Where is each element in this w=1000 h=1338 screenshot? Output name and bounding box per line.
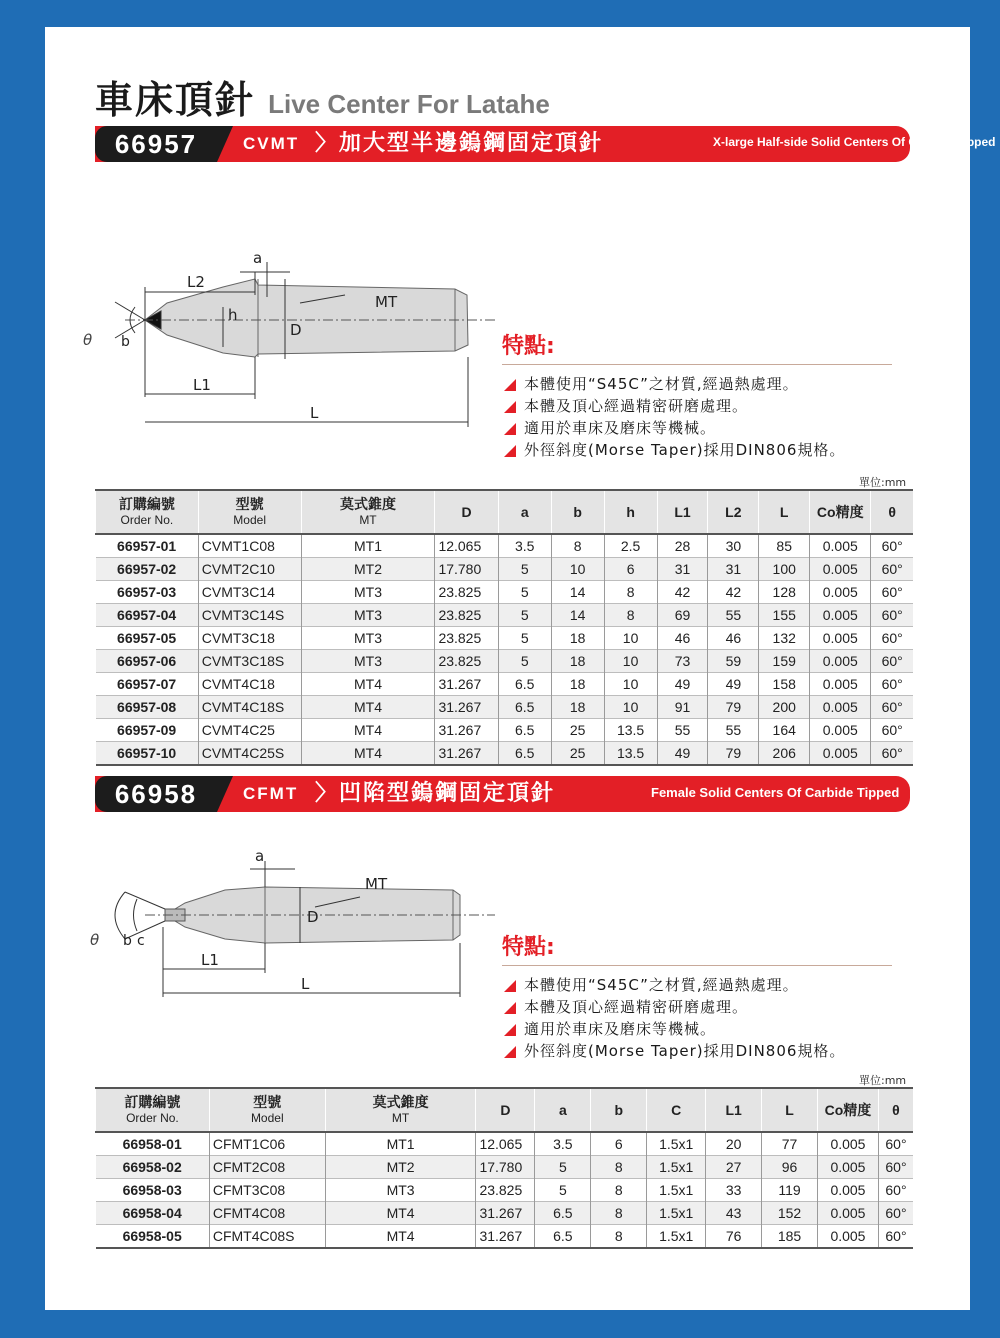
table-cell: 200	[759, 696, 810, 719]
col-a: a	[498, 490, 551, 534]
table-cell: 60°	[871, 696, 913, 719]
table-cell: 12.065	[435, 534, 498, 558]
table-cell: 31	[708, 558, 759, 581]
table-cell: 18	[551, 650, 604, 673]
table-cell: CVMT1C08	[198, 534, 301, 558]
col-D: D	[476, 1088, 535, 1132]
table-cell: 158	[759, 673, 810, 696]
section1-name-en: X-large Half-side Solid Centers Of Carbide Tipped	[713, 135, 996, 149]
table-cell: 69	[657, 604, 708, 627]
table-cell: 6.5	[498, 673, 551, 696]
table-cell: 5	[498, 650, 551, 673]
table-cell: 8	[591, 1202, 647, 1225]
dim-b: b	[123, 933, 132, 949]
table-cell: 60°	[878, 1225, 913, 1249]
table-cell: 31.267	[435, 742, 498, 766]
col-model: 型號 Model	[198, 490, 301, 534]
dim-D: D	[290, 321, 302, 339]
table-cell: 96	[762, 1156, 818, 1179]
table-cell: 17.780	[435, 558, 498, 581]
table-cell: 18	[551, 627, 604, 650]
table-cell: 66957-01	[117, 538, 177, 554]
table-row	[96, 558, 914, 581]
table-cell: 30	[708, 534, 759, 558]
features-divider	[502, 965, 892, 966]
table-cell: MT2	[325, 1156, 476, 1179]
col-L2: L2	[708, 490, 759, 534]
page-title	[95, 69, 550, 124]
table-cell: CVMT4C18S	[198, 696, 301, 719]
table-cell: 119	[762, 1179, 818, 1202]
section1-banner	[95, 126, 996, 162]
table-cell: 66957-08	[96, 696, 199, 719]
col-mt: 莫式錐度 MT	[301, 490, 435, 534]
table-cell: 79	[708, 696, 759, 719]
table-cell: 42	[708, 581, 759, 604]
feature-item: 適用於車床及磨床等機械。	[502, 1018, 892, 1040]
col-model: 型號 Model	[209, 1088, 325, 1132]
table-cell: 6	[604, 558, 657, 581]
table-cell: CVMT2C10	[198, 558, 301, 581]
table-cell: 66957-06	[96, 650, 199, 673]
table-cell: 0.005	[818, 1132, 879, 1156]
title-en: Live Center For Latahe	[268, 89, 550, 119]
table-cell: 164	[759, 719, 810, 742]
chevron-icon: 〉	[315, 781, 338, 806]
table-cell: 0.005	[810, 696, 871, 719]
dim-L1: L1	[201, 951, 219, 969]
table-cell: 66957-09	[117, 722, 177, 738]
table-cell: 0.005	[818, 1225, 879, 1249]
table-row	[96, 1202, 914, 1225]
table-cell: CFMT1C06	[209, 1132, 325, 1156]
table-cell: 66957-10	[96, 742, 199, 766]
table-cell: 23.825	[435, 604, 498, 627]
table-cell: 13.5	[604, 719, 657, 742]
unit-label: 單位:mm	[859, 1074, 907, 1087]
table-cell: MT4	[325, 1225, 476, 1249]
table-cell: 49	[657, 673, 708, 696]
col-D: D	[435, 490, 498, 534]
col-order: 訂購編號 Order No.	[96, 1088, 210, 1132]
table-cell: 0.005	[810, 604, 871, 627]
col-L: L	[759, 490, 810, 534]
table-cell: 66958-02	[96, 1156, 210, 1179]
table-cell: 0.005	[810, 719, 871, 742]
dim-theta: θ	[90, 931, 100, 949]
table-cell: 60°	[871, 558, 913, 581]
table-cell: CVMT4C18	[198, 673, 301, 696]
col-L: L	[762, 1088, 818, 1132]
table-cell: MT3	[301, 650, 435, 673]
table-cell: 60°	[878, 1156, 913, 1179]
col-order: 訂購編號 Order No.	[96, 490, 199, 534]
table-row	[96, 742, 914, 766]
table-cell: 31.267	[435, 719, 498, 742]
feature-item: 適用於車床及磨床等機械。	[502, 417, 892, 439]
bullet-triangle-icon	[504, 401, 516, 413]
bullet-triangle-icon	[504, 980, 516, 992]
table-cell: 60°	[871, 650, 913, 673]
table-row	[96, 1132, 914, 1156]
table-cell: MT4	[301, 673, 435, 696]
table-cell: 5	[535, 1179, 591, 1202]
section2-code: CFMT	[243, 784, 299, 803]
cfmt-spec-table	[95, 1087, 913, 1249]
table-cell: 0.005	[810, 650, 871, 673]
table-cell: 46	[708, 627, 759, 650]
table-cell: 10	[604, 673, 657, 696]
table-row	[96, 581, 914, 604]
table-cell: 2.5	[604, 534, 657, 558]
table-cell: 0.005	[810, 742, 871, 766]
col-a: a	[535, 1088, 591, 1132]
bullet-triangle-icon	[504, 1046, 516, 1058]
table-cell: 23.825	[435, 650, 498, 673]
table-cell: 66958-04	[96, 1202, 210, 1225]
table-cell: 5	[498, 581, 551, 604]
table-cell: 49	[657, 742, 708, 766]
table-cell: 31	[657, 558, 708, 581]
table-cell: 0.005	[818, 1202, 879, 1225]
section1-features	[502, 329, 892, 461]
table-cell: 8	[551, 534, 604, 558]
col-L1: L1	[657, 490, 708, 534]
table-cell: 1.5x1	[647, 1156, 706, 1179]
table-cell: 60°	[878, 1179, 913, 1202]
table-cell: MT3	[301, 581, 435, 604]
table-cell: 5	[535, 1156, 591, 1179]
bullet-triangle-icon	[504, 1024, 516, 1036]
table-cell: 128	[759, 581, 810, 604]
table-cell: 55	[657, 719, 708, 742]
table-cell: 12.065	[476, 1132, 535, 1156]
table-cell: 25	[551, 719, 604, 742]
bullet-triangle-icon	[504, 423, 516, 435]
table-row	[96, 627, 914, 650]
features-title: 特點:	[502, 334, 555, 359]
dim-a: a	[253, 249, 263, 267]
table-cell: 60°	[871, 534, 913, 558]
table-cell: 155	[759, 604, 810, 627]
table-cell: MT2	[301, 558, 435, 581]
table-cell: CVMT4C25S	[198, 742, 301, 766]
table-cell: CFMT4C08	[209, 1202, 325, 1225]
table-cell: 100	[759, 558, 810, 581]
table-cell: 66957-04	[96, 604, 199, 627]
table-cell: 0.005	[810, 627, 871, 650]
table-cell: 0.005	[810, 558, 871, 581]
bullet-triangle-icon	[504, 445, 516, 457]
table-cell: 60°	[871, 604, 913, 627]
col-theta: θ	[878, 1088, 913, 1132]
table-cell: 60°	[871, 581, 913, 604]
table-cell: 20	[706, 1132, 762, 1156]
table-cell: 59	[708, 650, 759, 673]
table-cell: 66957-02	[96, 558, 199, 581]
table-cell: CVMT3C14	[198, 581, 301, 604]
section2-features	[502, 930, 892, 1062]
dim-L1: L1	[193, 376, 211, 394]
table-cell: 43	[706, 1202, 762, 1225]
unit-label: 單位:mm	[859, 476, 907, 489]
col-b: b	[551, 490, 604, 534]
feature-item: 本體及頂心經過精密研磨處理。	[502, 996, 892, 1018]
table-cell: MT1	[301, 534, 435, 558]
table-cell: MT4	[301, 696, 435, 719]
table-cell: 185	[762, 1225, 818, 1249]
col-mt: 莫式錐度 MT	[325, 1088, 476, 1132]
dim-MT: MT	[365, 875, 388, 893]
dim-theta: θ	[83, 331, 93, 349]
table-cell: 42	[657, 581, 708, 604]
table-cell: 10	[604, 627, 657, 650]
section2-banner	[95, 776, 910, 812]
table-cell: 8	[604, 581, 657, 604]
col-h: h	[604, 490, 657, 534]
section1-code: CVMT	[243, 134, 300, 153]
table-cell: 49	[708, 673, 759, 696]
section2-number: 66958	[95, 776, 217, 812]
table-row	[96, 1179, 914, 1202]
table-cell: 14	[551, 581, 604, 604]
table-cell: 66958-05	[122, 1228, 182, 1244]
table-cell: 1.5x1	[647, 1225, 706, 1249]
table-cell: 25	[551, 742, 604, 766]
table-cell: 60°	[871, 742, 913, 766]
table-cell: 1.5x1	[647, 1179, 706, 1202]
dim-L2: L2	[187, 273, 205, 291]
table-cell: MT4	[325, 1202, 476, 1225]
table-cell: 0.005	[810, 673, 871, 696]
table-cell: 60°	[878, 1202, 913, 1225]
feature-item: 本體使用“S45C”之材質,經過熱處理。	[502, 373, 892, 395]
table-cell: 13.5	[604, 742, 657, 766]
table-cell: 91	[657, 696, 708, 719]
table-cell: 76	[706, 1225, 762, 1249]
col-theta: θ	[871, 490, 913, 534]
table-row	[96, 1156, 914, 1179]
dim-b: b	[121, 334, 130, 350]
title-cn: 車床頂針	[95, 78, 256, 122]
section1-number: 66957	[95, 126, 217, 162]
table-cell: 66957-07	[117, 676, 177, 692]
table-cell: 60°	[871, 627, 913, 650]
table-row	[96, 673, 914, 696]
dim-a: a	[255, 847, 265, 865]
dim-c: c	[137, 933, 145, 949]
table-cell: 31.267	[435, 673, 498, 696]
table-row	[96, 1225, 914, 1249]
table-cell: 8	[591, 1156, 647, 1179]
table-row	[96, 719, 914, 742]
table-cell: CFMT4C08S	[209, 1225, 325, 1249]
table-cell: 66958-01	[122, 1136, 182, 1152]
table-cell: 0.005	[810, 534, 871, 558]
section1-name-cn: 加大型半邊鎢鋼固定頂針	[339, 131, 604, 156]
table-cell: 79	[708, 742, 759, 766]
feature-item: 外徑斜度(Morse Taper)採用DIN806規格。	[502, 1040, 892, 1062]
section2-name-en: Female Solid Centers Of Carbide Tipped	[651, 785, 900, 800]
table-cell: 6	[591, 1132, 647, 1156]
table-cell: 8	[604, 604, 657, 627]
table-cell: 85	[759, 534, 810, 558]
table-row	[96, 604, 914, 627]
table-cell: 6.5	[498, 696, 551, 719]
table-row	[96, 696, 914, 719]
table-cell: 6.5	[498, 719, 551, 742]
table-cell: 17.780	[476, 1156, 535, 1179]
table-cell: 66957-03	[117, 584, 177, 600]
table-cell: 5	[498, 604, 551, 627]
table-cell: 31.267	[435, 696, 498, 719]
table-cell: 6.5	[498, 742, 551, 766]
dim-D: D	[307, 908, 319, 926]
dim-h: h	[228, 306, 238, 324]
features-divider	[502, 364, 892, 365]
section2-name-cn: 凹陷型鎢鋼固定頂針	[339, 781, 556, 806]
table-cell: CVMT3C18S	[198, 650, 301, 673]
table-cell: 152	[762, 1202, 818, 1225]
col-c: C	[647, 1088, 706, 1132]
table-cell: 3.5	[498, 534, 551, 558]
table-cell: 3.5	[535, 1132, 591, 1156]
table-cell: CVMT3C18	[198, 627, 301, 650]
table-cell: 10	[604, 650, 657, 673]
table-cell: 0.005	[810, 581, 871, 604]
col-L1: L1	[706, 1088, 762, 1132]
table-cell: 31.267	[476, 1225, 535, 1249]
table-cell: 18	[551, 673, 604, 696]
table-cell: 132	[759, 627, 810, 650]
table-cell: 6.5	[535, 1202, 591, 1225]
table-cell: MT4	[301, 742, 435, 766]
table-cell: 55	[708, 604, 759, 627]
table-cell: 31.267	[476, 1202, 535, 1225]
table-cell: CVMT3C14S	[198, 604, 301, 627]
table-cell: 1.5x1	[647, 1202, 706, 1225]
table-cell: 0.005	[818, 1179, 879, 1202]
table-cell: 6.5	[535, 1225, 591, 1249]
table-cell: 10	[551, 558, 604, 581]
table-cell: 0.005	[818, 1156, 879, 1179]
table-cell: MT3	[325, 1179, 476, 1202]
table-cell: 5	[498, 627, 551, 650]
feature-item: 本體使用“S45C”之材質,經過熱處理。	[502, 974, 892, 996]
table-row	[96, 534, 914, 558]
table-cell: 5	[498, 558, 551, 581]
table-cell: MT4	[301, 719, 435, 742]
table-cell: 66958-03	[122, 1182, 182, 1198]
table-cell: 206	[759, 742, 810, 766]
table-cell: 23.825	[476, 1179, 535, 1202]
table-cell: 66957-05	[117, 630, 177, 646]
table-cell: MT3	[301, 604, 435, 627]
table-row	[96, 650, 914, 673]
table-cell: 8	[591, 1225, 647, 1249]
table-cell: 55	[708, 719, 759, 742]
col-co: Co精度	[810, 490, 871, 534]
col-co: Co精度	[818, 1088, 879, 1132]
cvmt-diagram	[75, 217, 495, 432]
table-cell: 1.5x1	[647, 1132, 706, 1156]
table-cell: CFMT2C08	[209, 1156, 325, 1179]
chevron-icon: 〉	[315, 131, 338, 156]
table-cell: CFMT3C08	[209, 1179, 325, 1202]
table-cell: 159	[759, 650, 810, 673]
feature-item: 外徑斜度(Morse Taper)採用DIN806規格。	[502, 439, 892, 461]
table-cell: 73	[657, 650, 708, 673]
table-cell: 46	[657, 627, 708, 650]
table-cell: 8	[591, 1179, 647, 1202]
table-cell: MT1	[325, 1132, 476, 1156]
bullet-triangle-icon	[504, 379, 516, 391]
table-cell: 18	[551, 696, 604, 719]
dim-L: L	[310, 404, 319, 422]
table-cell: 60°	[878, 1132, 913, 1156]
catalog-page	[45, 27, 996, 1310]
table-cell: 14	[551, 604, 604, 627]
cvmt-spec-table	[95, 489, 913, 766]
features-title: 特點:	[502, 935, 555, 960]
table-cell: 23.825	[435, 581, 498, 604]
table-cell: MT3	[301, 627, 435, 650]
table-cell: 60°	[871, 673, 913, 696]
table-cell: 33	[706, 1179, 762, 1202]
table-cell: 60°	[871, 719, 913, 742]
table-cell: CVMT4C25	[198, 719, 301, 742]
table-cell: 23.825	[435, 627, 498, 650]
col-b: b	[591, 1088, 647, 1132]
bullet-triangle-icon	[504, 1002, 516, 1014]
table-cell: 28	[657, 534, 708, 558]
dim-MT: MT	[375, 293, 398, 311]
cfmt-diagram	[75, 847, 495, 1007]
table-cell: 77	[762, 1132, 818, 1156]
feature-item: 本體及頂心經過精密研磨處理。	[502, 395, 892, 417]
dim-L: L	[301, 975, 310, 993]
table-cell: 27	[706, 1156, 762, 1179]
table-cell: 10	[604, 696, 657, 719]
